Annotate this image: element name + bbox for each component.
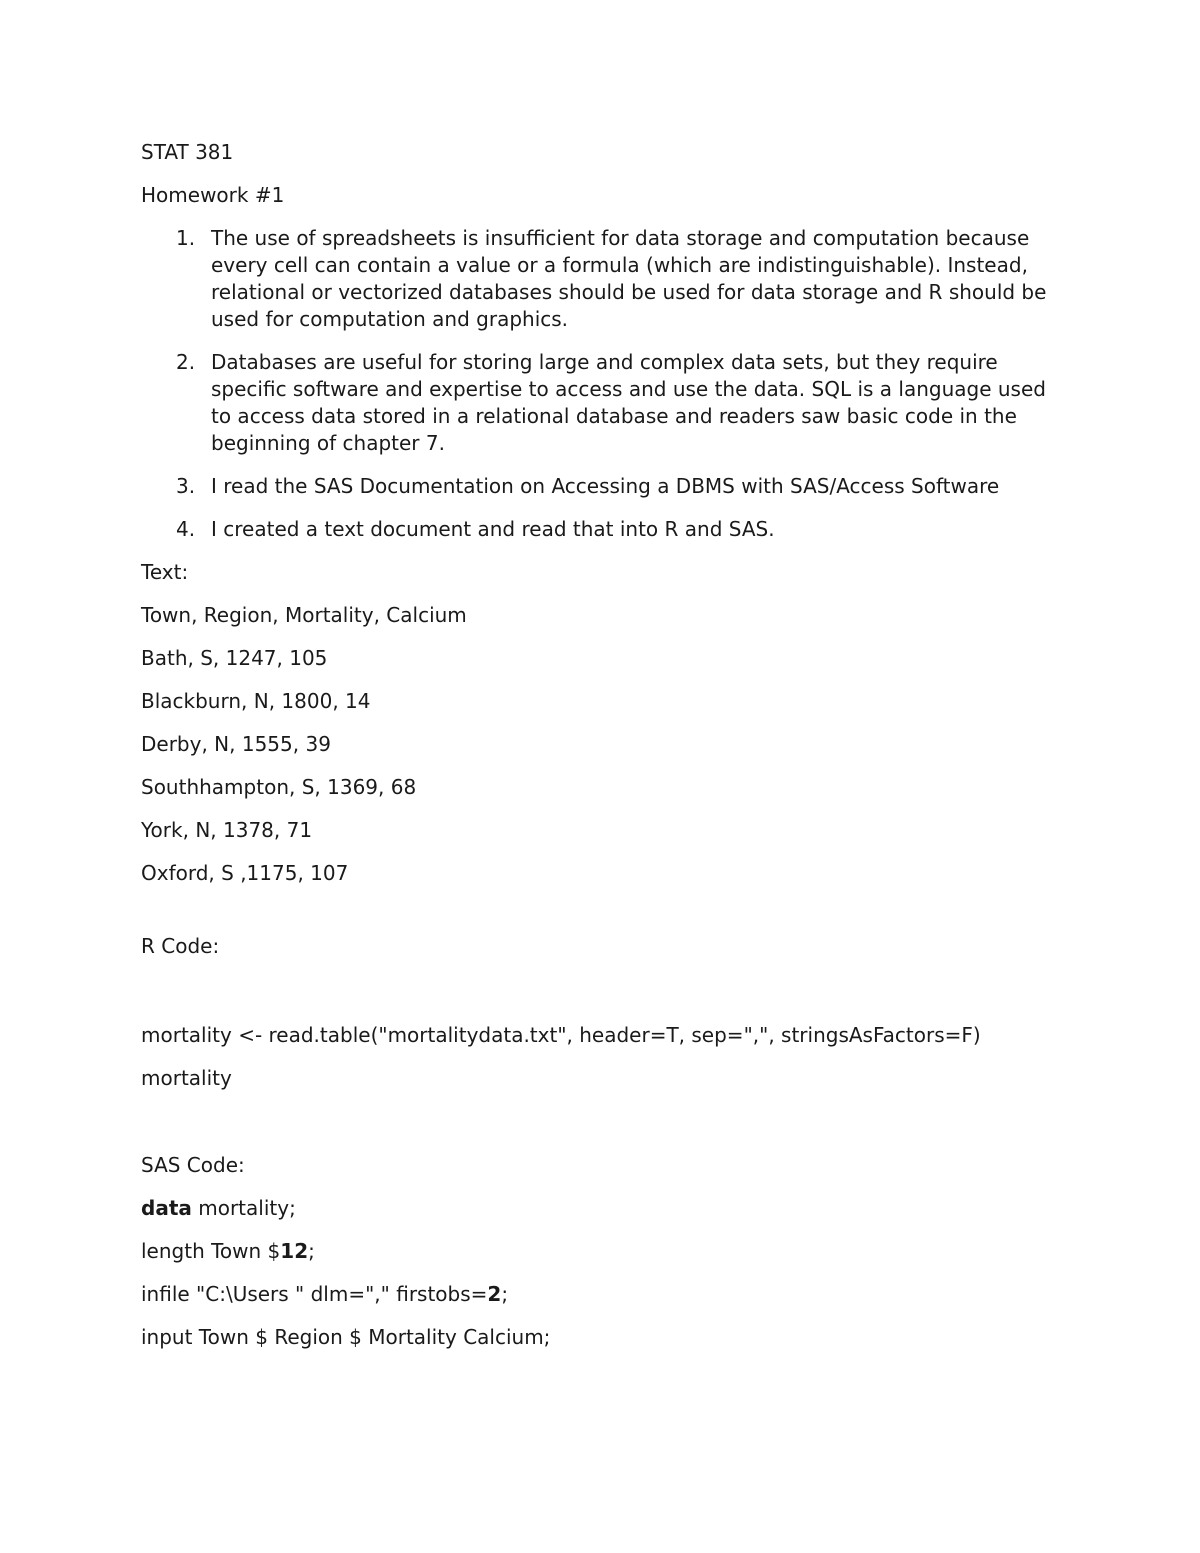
blank-space: [141, 903, 1071, 933]
sas-code-line: [141, 1281, 1071, 1308]
list-item: [141, 349, 1071, 457]
sas-code-text: ;: [501, 1282, 509, 1306]
data-line: Blackburn, N, 1800, 14: [141, 689, 371, 713]
sas-code-line: [141, 1238, 1071, 1265]
list-item: [141, 473, 1071, 500]
r-code-line: mortality: [141, 1066, 232, 1090]
answer-list: [141, 225, 1071, 543]
data-line: Southhampton, S, 1369, 68: [141, 775, 417, 799]
sas-number: 2: [487, 1282, 502, 1306]
r-code-label: R Code:: [141, 934, 220, 958]
sas-code-text: infile "C:\Users " dlm="," firstobs=: [141, 1282, 488, 1306]
list-item-number: 1.: [176, 226, 196, 250]
sas-code-line: [141, 1195, 1071, 1222]
sas-code-text: mortality;: [191, 1196, 296, 1220]
sas-keyword-data: data: [141, 1196, 192, 1220]
assignment-title: Homework #1: [141, 183, 285, 207]
sas-code-text: ;: [308, 1239, 315, 1263]
list-item-number: 2.: [176, 350, 196, 374]
blank-space: [141, 976, 1071, 1022]
data-line: Derby, N, 1555, 39: [141, 732, 331, 756]
sas-code-line: input Town $ Region $ Mortality Calcium;: [141, 1325, 551, 1349]
list-item: [141, 225, 1071, 333]
list-item-text: I created a text document and read that into R and SAS.: [211, 517, 775, 541]
list-item-number: 3.: [176, 474, 196, 498]
data-line: Bath, S, 1247, 105: [141, 646, 328, 670]
list-item: [141, 516, 1071, 543]
list-item-text: Databases are useful for storing large and complex data sets, but they require specific software and expertise to access and use the data. SQL is a language used to access data stored in a relational database and readers saw basic code in the beginning of chapter 7.: [211, 350, 1046, 455]
sas-code-label: SAS Code:: [141, 1153, 245, 1177]
sas-code-text: length Town $: [141, 1239, 281, 1263]
text-section-label: Text:: [141, 560, 189, 584]
data-line: York, N, 1378, 71: [141, 818, 313, 842]
data-line: Town, Region, Mortality, Calcium: [141, 603, 467, 627]
r-code-line: mortality <- read.table("mortalitydata.txt", header=T, sep=",", stringsAsFactors=F): [141, 1023, 981, 1047]
sas-number: 12: [280, 1239, 309, 1263]
data-line: Oxford, S ,1175, 107: [141, 861, 349, 885]
list-item-text: I read the SAS Documentation on Accessing a DBMS with SAS/Access Software: [211, 474, 1000, 498]
list-item-text: The use of spreadsheets is insufficient for data storage and computation because every cell can contain a value or a formula (which are indistinguishable). Instead, relational or vectorized databases should be used for data storage and R should be used for computation and graphics.: [211, 226, 1047, 331]
document-page: [141, 139, 1071, 1367]
course-title: STAT 381: [141, 140, 234, 164]
blank-space: [141, 1108, 1071, 1152]
list-item-number: 4.: [176, 517, 196, 541]
